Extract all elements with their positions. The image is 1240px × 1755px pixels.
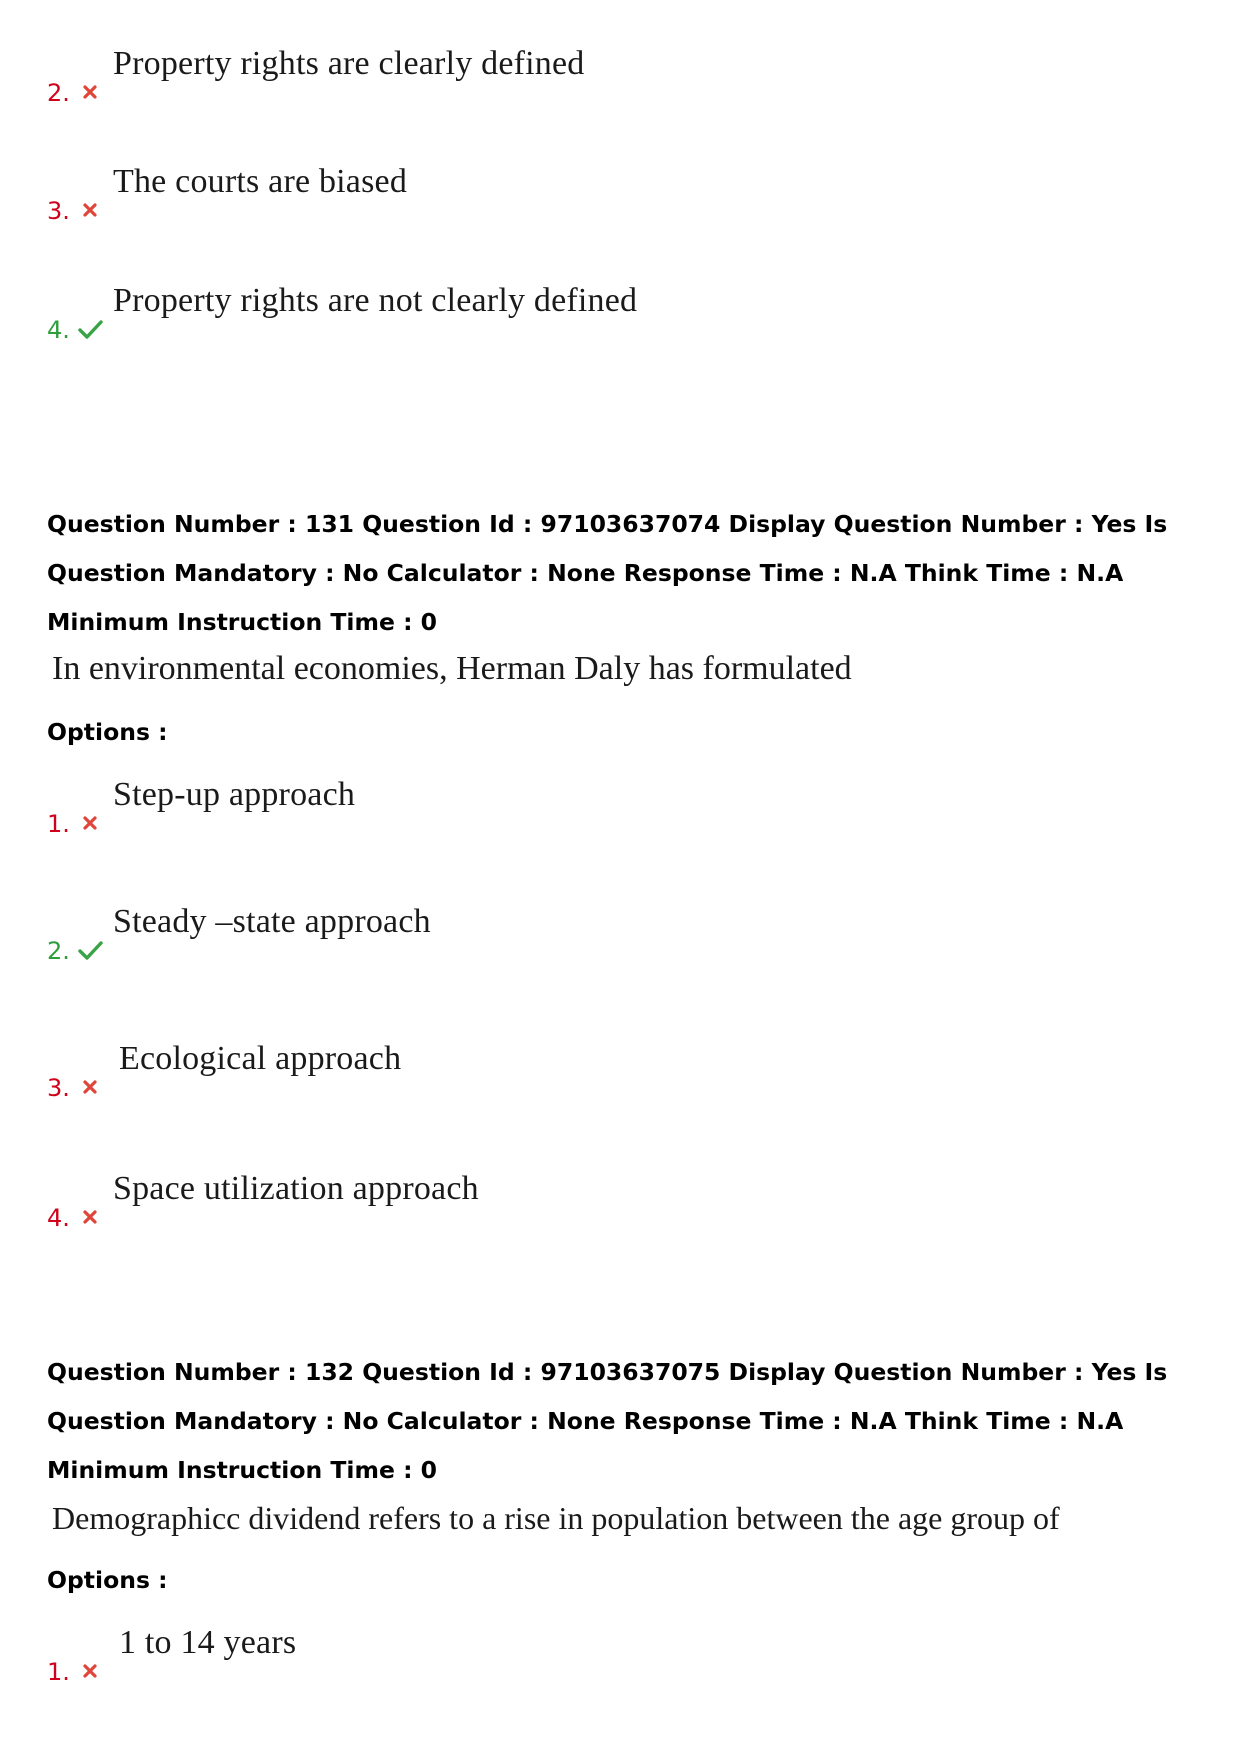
- option-number: 1.: [47, 810, 70, 838]
- cross-icon: [77, 812, 103, 834]
- question-text: In environmental economies, Herman Daly has formulated: [52, 650, 852, 687]
- check-icon: [77, 939, 103, 961]
- option-item: [47, 1170, 1047, 1230]
- option-item: [47, 1040, 1047, 1100]
- option-number: 2.: [47, 79, 70, 107]
- option-text: Property rights are clearly defined: [113, 45, 585, 82]
- option-item: [47, 776, 1047, 836]
- option-text: Steady –state approach: [113, 903, 431, 940]
- option-number: 2.: [47, 937, 70, 965]
- option-item: [47, 163, 1047, 223]
- option-text: Step-up approach: [113, 776, 356, 813]
- option-number: 3.: [47, 197, 70, 225]
- option-item: [47, 282, 1047, 342]
- option-number: 4.: [47, 1204, 70, 1232]
- cross-icon: [77, 199, 103, 221]
- cross-icon: [77, 1206, 103, 1228]
- options-label: Options :: [47, 718, 168, 746]
- question-meta: Question Number : 132 Question Id : 97103637075 Display Question Number : Yes Is Question Mandatory : No Calculator : None Response Time : N.A Think Time : N.A Minimum Instruction Time : 0: [47, 1358, 1168, 1484]
- option-text: The courts are biased: [113, 163, 408, 200]
- option-item: [47, 1624, 1047, 1684]
- option-number: 4.: [47, 316, 70, 344]
- option-item: [47, 903, 1047, 963]
- option-text: Space utilization approach: [113, 1170, 479, 1207]
- cross-icon: [77, 1660, 103, 1682]
- cross-icon: [77, 1076, 103, 1098]
- option-number: 1.: [47, 1658, 70, 1686]
- question-meta: Question Number : 131 Question Id : 97103637074 Display Question Number : Yes Is Question Mandatory : No Calculator : None Response Time : N.A Think Time : N.A Minimum Instruction Time : 0: [47, 510, 1168, 636]
- question-text: Demographicc dividend refers to a rise in population between the age group of: [52, 1500, 1060, 1536]
- option-text: 1 to 14 years: [119, 1624, 297, 1661]
- check-icon: [77, 318, 103, 340]
- option-text: Property rights are not clearly defined: [113, 282, 638, 319]
- option-text: Ecological approach: [119, 1040, 402, 1077]
- options-label: Options :: [47, 1566, 168, 1594]
- cross-icon: [77, 81, 103, 103]
- option-number: 3.: [47, 1074, 70, 1102]
- option-item: [47, 45, 1047, 105]
